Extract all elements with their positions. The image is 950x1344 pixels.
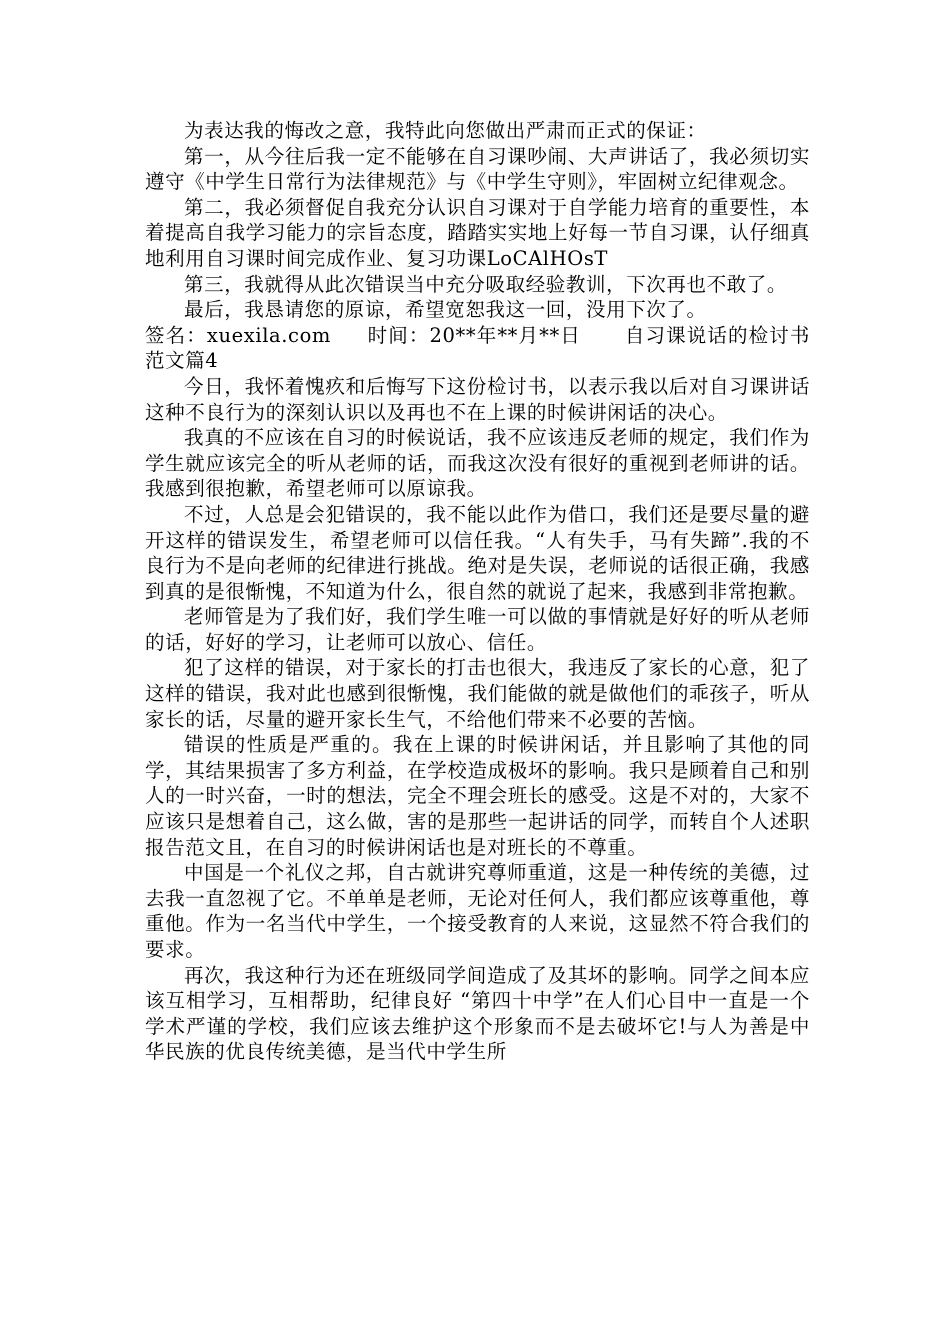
- document-body: [145, 118, 810, 1065]
- paragraph-seriousness: 错误的性质是严重的。我在上课的时候讲闲话，并且影响了其他的同学，其结果损害了多方利益，在学校造成极坏的影响。我只是顾着自己和别人的一时兴奋，一时的想法，完全不理会班长的感受。这是不对的，大家不应该只是想着自己，这么做，害的是那些一起讲话的同学，而转自个人述职报告范文且，在自习的时候讲闲话也是对班长的不尊重。: [145, 733, 810, 859]
- paragraph-first-pledge: 第一，从今往后我一定不能够在自习课吵闹、大声讲话了，我必须切实遵守《中学生日常行为法律规范》与《中学生守则》，牢固树立纪律观念。: [145, 144, 810, 194]
- paragraph-today: 今日，我怀着愧疚和后悔写下这份检讨书，以表示我以后对自习课讲话这种不良行为的深刻认识以及再也不在上课的时候讲闲话的决心。: [145, 374, 810, 424]
- paragraph-should-not-talk: 我真的不应该在自习的时候说话，我不应该违反老师的规定，我们作为学生就应该完全的听从老师的话，而我这次没有很好的重视到老师讲的话。我感到很抱歉，希望老师可以原谅我。: [145, 426, 810, 501]
- paragraph-second-pledge: 第二，我必须督促自我充分认识自习课对于自学能力培育的重要性，本着提高自我学习能力的宗旨态度，踏踏实实地上好每一节自习课，认仔细真地利用自习课时间完成作业、复习功课LoCAlHOsT: [145, 195, 810, 270]
- paragraph-closing: 最后，我恳请您的原谅，希望宽恕我这一回，没用下次了。: [184, 298, 707, 322]
- paragraph-parents: 犯了这样的错误，对于家长的打击也很大，我违反了家长的心意，犯了这样的错误，我对此也感到很惭愧，我们能做的就是做他们的乖孩子，听从家长的话，尽量的避开家长生气，不给他们带来不必要的苦恼。: [145, 656, 810, 731]
- paragraph-etiquette: 中国是一个礼仪之邦，自古就讲究尊师重道，这是一种传统的美德，过去我一直忽视了它。不单单是老师，无论对任何人，我们都应该尊重他，尊重他。作为一名当代中学生，一个接受教育的人来说，这显然不符合我们的要求。: [145, 861, 810, 961]
- paragraph-pledge-intro: 为表达我的悔改之意，我特此向您做出严肃而正式的保证：: [184, 119, 707, 142]
- signature-line: 签名：xuexila.com 时间：20**年**月**日 自习课说话的检讨书范文篇4: [145, 323, 810, 373]
- paragraph-class-impact: 再次，我这种行为还在班级同学间造成了及其坏的影响。同学之间本应该互相学习，互相帮助，纪律良好 “第四十中学”在人们心目中一直是一个学术严谨的学校，我们应该去维护这个形象而不是去破坏它!与人为善是中华民族的优良传统美德，是当代中学生所: [145, 963, 810, 1064]
- paragraph-mistakes: 不过，人总是会犯错误的，我不能以此作为借口，我们还是要尽量的避开这样的错误发生，希望老师可以信任我。“人有失手，马有失蹄”.我的不良行为不是向老师的纪律进行挑战。绝对是失误，老师说的话很正确，我感到真的是很惭愧，不知道为什么，很自然的就说了起来，我感到非常抱歉。: [145, 502, 810, 603]
- paragraph-third-pledge: 第三，我就得从此次错误当中充分吸取经验教训，下次再也不敢了。: [184, 272, 788, 296]
- paragraph-teacher-care: 老师管是为了我们好，我们学生唯一可以做的事情就是好好的听从老师的话，好好的学习，让老师可以放心、信任。: [145, 605, 810, 654]
